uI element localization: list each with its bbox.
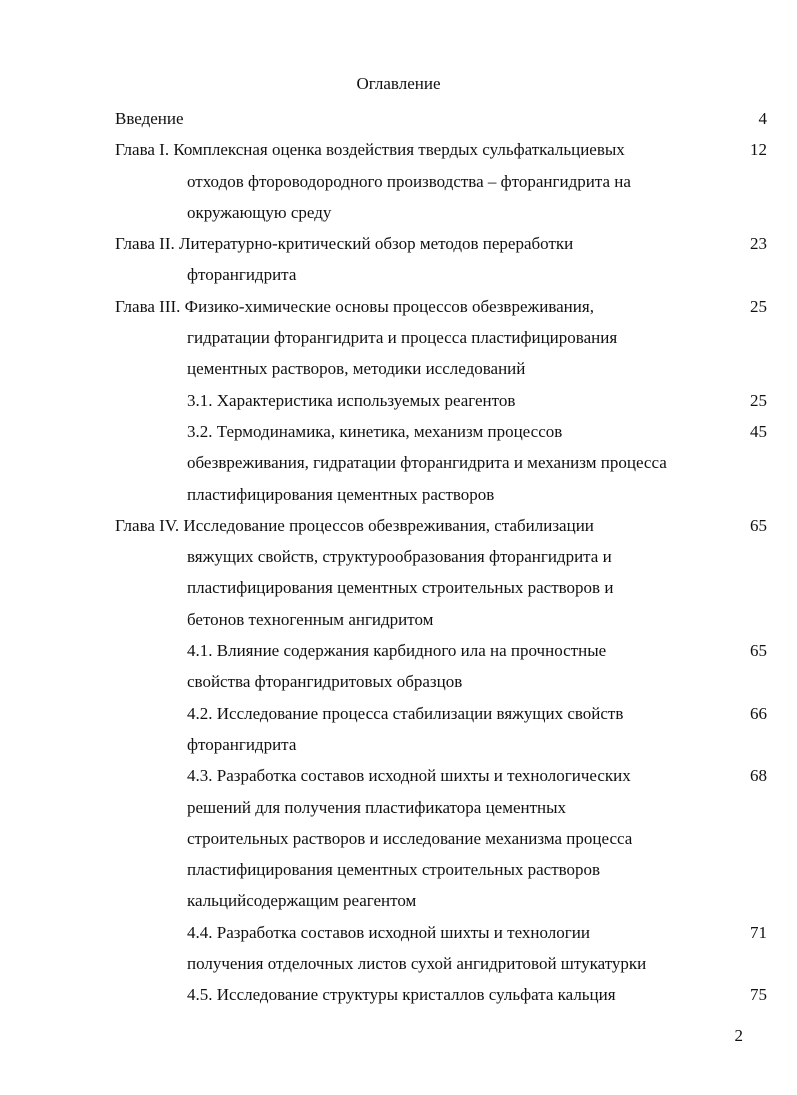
toc-section-entry	[0, 698, 797, 761]
toc-section-entry	[0, 760, 797, 916]
toc-entry-line: 3.1. Характеристика используемых реагентов	[187, 390, 516, 410]
toc-entry-line: обезвреживания, гидратации фторангидрита и механизм процесса	[187, 453, 667, 473]
toc-entry-line: Глава I. Комплексная оценка воздействия твердых сульфаткальциевых	[115, 140, 625, 160]
toc-entry-line: Введение	[115, 109, 184, 128]
toc-entry-line: вяжущих свойств, структурообразования фторангидрита и	[187, 547, 612, 567]
toc-entry-page: 75	[750, 985, 767, 1005]
toc-entry-line: получения отделочных листов сухой ангидритовой штукатурки	[187, 954, 647, 974]
toc-entry-line: 4.3. Разработка составов исходной шихты и технологических	[187, 766, 631, 786]
toc-entry-page: 66	[750, 703, 767, 723]
toc-section-entry	[0, 917, 797, 980]
toc-entry-line: гидратации фторангидрита и процесса пластифицирования	[187, 328, 618, 348]
page-number: 2	[734, 1026, 743, 1045]
toc-section-entry	[0, 979, 797, 1010]
toc-entry-line: кальцийсодержащим реагентом	[187, 891, 417, 911]
toc-section-entry	[0, 416, 797, 510]
toc-entry-line: 4.2. Исследование процесса стабилизации вяжущих свойств	[187, 703, 624, 723]
toc-entry-line: пластифицирования цементных строительных растворов и	[187, 578, 614, 598]
toc-entry-line: строительных растворов и исследование механизма процесса	[187, 828, 633, 848]
toc-entry-line: отходов фтороводородного производства – фторангидрита на	[187, 171, 631, 191]
toc-entry-line: фторангидрита	[187, 265, 297, 285]
toc-entry-line: свойства фторангидритовых образцов	[187, 672, 463, 692]
toc-entry-page: 65	[750, 641, 767, 661]
toc-entry-line: фторангидрита	[187, 734, 297, 754]
toc-entry-line: пластифицирования цементных строительных растворов	[187, 860, 601, 880]
toc-entry-page: 68	[750, 766, 767, 786]
toc-entry-page: 12	[750, 140, 767, 160]
toc-entry-line: 3.2. Термодинамика, кинетика, механизм процессов	[187, 421, 563, 441]
table-of-contents	[0, 103, 797, 1011]
toc-entry-page: 45	[750, 421, 767, 441]
toc-section-entry	[0, 635, 797, 698]
toc-title: Оглавление	[356, 74, 441, 93]
toc-chapter-entry	[0, 228, 797, 291]
toc-entry-line: Глава II. Литературно-критический обзор методов переработки	[115, 234, 574, 254]
toc-entry-line: цементных растворов, методики исследований	[187, 359, 526, 379]
toc-entry-page: 25	[750, 390, 767, 410]
toc-entry-page: 65	[750, 515, 767, 535]
toc-entry-line: 4.5. Исследование структуры кристаллов сульфата кальция	[187, 985, 616, 1005]
toc-section-entry	[0, 385, 797, 416]
toc-entry-page: 71	[750, 922, 767, 942]
toc-entry-page: 25	[750, 296, 767, 316]
toc-entry-page: 4	[758, 109, 767, 128]
toc-chapter-entry	[0, 103, 797, 134]
toc-entry-line: решений для получения пластификатора цементных	[187, 797, 567, 817]
toc-chapter-entry	[0, 510, 797, 635]
toc-entry-line: 4.1. Влияние содержания карбидного ила на прочностные	[187, 641, 607, 661]
toc-entry-line: Глава IV. Исследование процессов обезвреживания, стабилизации	[115, 515, 594, 535]
toc-entry-line: бетонов техногенным ангидритом	[187, 609, 434, 629]
toc-entry-line: 4.4. Разработка составов исходной шихты и технологии	[187, 922, 590, 942]
toc-entry-line: пластифицирования цементных растворов	[187, 484, 495, 504]
toc-entry-page: 23	[750, 234, 767, 254]
toc-entry-line: Глава III. Физико-химические основы процессов обезвреживания,	[115, 296, 594, 316]
toc-chapter-entry	[0, 291, 797, 385]
toc-entry-line: окружающую среду	[187, 202, 332, 222]
toc-chapter-entry	[0, 134, 797, 228]
